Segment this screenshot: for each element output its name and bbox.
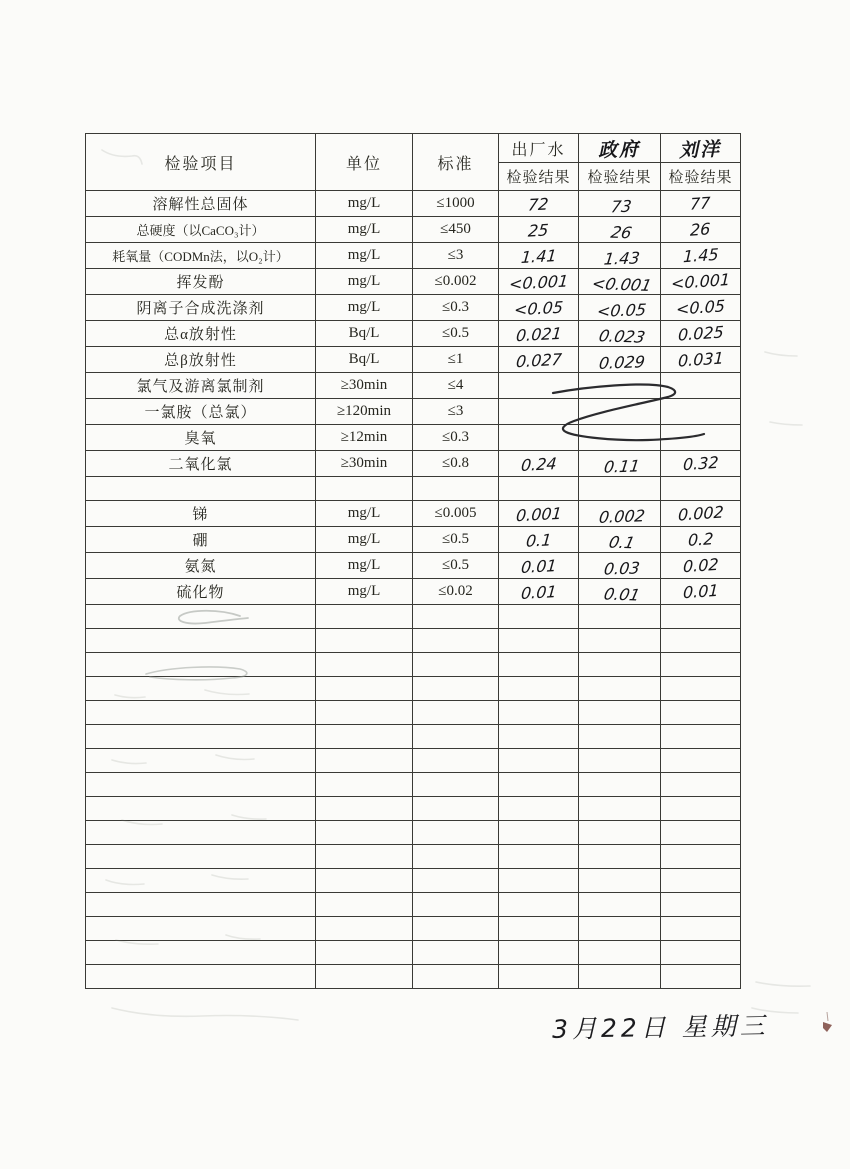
unit-cell <box>316 893 413 917</box>
item-cell <box>86 677 316 701</box>
result-government-cell <box>579 797 661 821</box>
standard-cell: ≤3 <box>413 243 499 269</box>
item-cell: 锑 <box>86 501 316 527</box>
unit-cell: mg/L <box>316 527 413 553</box>
table-row <box>86 821 741 845</box>
handwritten-result-value: 0.01 <box>682 580 719 602</box>
handwritten-result-value: 0.03 <box>602 557 641 579</box>
handwritten-result-value: 0.01 <box>519 581 558 603</box>
handwritten-result-value: 0.32 <box>682 452 719 474</box>
header-standard: 标准 <box>413 134 499 191</box>
result-liuyang-cell <box>661 749 741 773</box>
table-row <box>86 501 741 527</box>
result-government-cell <box>579 217 661 243</box>
result-government-cell <box>579 773 661 797</box>
table-row <box>86 295 741 321</box>
header-sample-liuyang-handwritten-label: 刘洋 <box>679 137 722 162</box>
handwritten-result-value: <0.001 <box>670 269 731 293</box>
standard-cell <box>413 701 499 725</box>
result-government-cell <box>579 629 661 653</box>
standard-cell: ≤4 <box>413 373 499 399</box>
unit-cell <box>316 701 413 725</box>
unit-cell <box>316 653 413 677</box>
handwritten-result-value: 73 <box>610 196 633 216</box>
standard-cell <box>413 917 499 941</box>
result-government-cell <box>579 321 661 347</box>
result-government-cell <box>579 845 661 869</box>
result-liuyang-cell <box>661 477 741 501</box>
unit-cell: Bq/L <box>316 347 413 373</box>
result-factory-cell <box>499 941 579 965</box>
item-cell <box>86 477 316 501</box>
result-liuyang-cell <box>661 399 741 425</box>
handwritten-result-value: 0.025 <box>677 321 724 345</box>
table-header <box>86 134 741 191</box>
results-table-body <box>86 191 741 989</box>
table-row <box>86 893 741 917</box>
unit-cell <box>316 773 413 797</box>
result-factory-cell <box>499 553 579 579</box>
result-factory-cell <box>499 773 579 797</box>
item-cell: 臭氧 <box>86 425 316 451</box>
standard-cell <box>413 677 499 701</box>
unit-cell: mg/L <box>316 269 413 295</box>
result-liuyang-cell <box>661 701 741 725</box>
header-sample-factory-label: 出厂水 <box>511 141 566 159</box>
result-factory-cell <box>499 797 579 821</box>
red-speck-artifact <box>823 1012 832 1032</box>
standard-cell <box>413 773 499 797</box>
result-liuyang-cell <box>661 629 741 653</box>
item-cell: 硫化物 <box>86 579 316 605</box>
table-row <box>86 749 741 773</box>
unit-cell: mg/L <box>316 191 413 217</box>
table-row <box>86 725 741 749</box>
result-factory-cell <box>499 701 579 725</box>
unit-cell <box>316 941 413 965</box>
standard-cell <box>413 845 499 869</box>
unit-cell: mg/L <box>316 553 413 579</box>
result-factory-cell <box>499 869 579 893</box>
item-cell: 氯气及游离氯制剂 <box>86 373 316 399</box>
handwritten-result-value: 77 <box>690 192 711 214</box>
result-factory-cell <box>499 217 579 243</box>
handwritten-result-value: <0.001 <box>590 273 654 295</box>
result-factory-cell <box>499 749 579 773</box>
item-cell: 总α放射性 <box>86 321 316 347</box>
result-government-cell <box>579 605 661 629</box>
result-factory-cell <box>499 295 579 321</box>
unit-cell: ≥30min <box>316 451 413 477</box>
result-factory-cell <box>499 579 579 605</box>
table-row <box>86 451 741 477</box>
result-factory-cell <box>499 477 579 501</box>
table-row <box>86 321 741 347</box>
result-factory-cell <box>499 677 579 701</box>
unit-cell: mg/L <box>316 501 413 527</box>
result-liuyang-cell <box>661 191 741 217</box>
result-government-cell <box>579 477 661 501</box>
result-government-cell <box>579 347 661 373</box>
header-unit: 单位 <box>316 134 413 191</box>
result-government-cell <box>579 243 661 269</box>
handwritten-result-value: 0.11 <box>602 455 641 477</box>
header-sample-factory <box>499 134 579 163</box>
table-row <box>86 629 741 653</box>
result-government-cell <box>579 425 661 451</box>
item-cell <box>86 773 316 797</box>
result-factory-cell <box>499 821 579 845</box>
item-cell: 总β放射性 <box>86 347 316 373</box>
result-factory-cell <box>499 191 579 217</box>
standard-cell <box>413 797 499 821</box>
table-row <box>86 677 741 701</box>
item-cell <box>86 725 316 749</box>
result-liuyang-cell <box>661 295 741 321</box>
standard-cell: ≤0.8 <box>413 451 499 477</box>
standard-cell: ≤1000 <box>413 191 499 217</box>
result-factory-cell <box>499 725 579 749</box>
table-row <box>86 701 741 725</box>
item-cell <box>86 605 316 629</box>
handwritten-result-value: 1.41 <box>519 245 558 267</box>
table-row <box>86 869 741 893</box>
result-government-cell <box>579 941 661 965</box>
handwritten-result-value: 0.023 <box>596 325 647 347</box>
result-government-cell <box>579 527 661 553</box>
header-sample-government-handwritten-label: 政府 <box>598 137 641 162</box>
result-liuyang-cell <box>661 605 741 629</box>
standard-cell: ≤450 <box>413 217 499 243</box>
item-cell: 挥发酚 <box>86 269 316 295</box>
result-government-cell <box>579 451 661 477</box>
unit-cell <box>316 845 413 869</box>
standard-cell: ≤0.02 <box>413 579 499 605</box>
result-government-cell <box>579 725 661 749</box>
unit-cell <box>316 749 413 773</box>
table-row <box>86 553 741 579</box>
result-factory-cell <box>499 425 579 451</box>
standard-cell: ≤0.3 <box>413 425 499 451</box>
item-cell: 硼 <box>86 527 316 553</box>
item-cell <box>86 893 316 917</box>
table-row <box>86 425 741 451</box>
table-row <box>86 373 741 399</box>
table-row <box>86 269 741 295</box>
standard-cell: ≤0.3 <box>413 295 499 321</box>
unit-cell: ≥12min <box>316 425 413 451</box>
table-row <box>86 347 741 373</box>
result-factory-cell <box>499 243 579 269</box>
item-cell: 阴离子合成洗涤剂 <box>86 295 316 321</box>
result-factory-cell <box>499 399 579 425</box>
table-row <box>86 243 741 269</box>
result-liuyang-cell <box>661 269 741 295</box>
unit-cell: mg/L <box>316 243 413 269</box>
table-row <box>86 605 741 629</box>
handwritten-result-value: 0.031 <box>677 347 724 371</box>
table-row <box>86 527 741 553</box>
handwritten-result-value: 0.001 <box>514 503 563 525</box>
item-cell <box>86 629 316 653</box>
table-row <box>86 797 741 821</box>
table-row <box>86 917 741 941</box>
table-row <box>86 773 741 797</box>
item-cell <box>86 821 316 845</box>
table-row <box>86 579 741 605</box>
result-factory-cell <box>499 451 579 477</box>
result-factory-cell <box>499 605 579 629</box>
result-government-cell <box>579 295 661 321</box>
result-government-cell <box>579 191 661 217</box>
item-cell <box>86 749 316 773</box>
result-government-cell <box>579 269 661 295</box>
standard-cell <box>413 893 499 917</box>
result-liuyang-cell <box>661 845 741 869</box>
unit-cell <box>316 917 413 941</box>
result-government-cell <box>579 869 661 893</box>
handwritten-result-value: 0.029 <box>597 351 646 373</box>
result-factory-cell <box>499 965 579 989</box>
result-government-cell <box>579 579 661 605</box>
unit-cell <box>316 605 413 629</box>
date-note: 3月22日 星期三 <box>551 1011 769 1044</box>
result-liuyang-cell <box>661 347 741 373</box>
result-liuyang-cell <box>661 941 741 965</box>
item-cell <box>86 797 316 821</box>
standard-cell: ≤1 <box>413 347 499 373</box>
result-factory-cell <box>499 629 579 653</box>
result-liuyang-cell <box>661 243 741 269</box>
header-result-factory: 检验结果 <box>499 163 579 191</box>
result-factory-cell <box>499 653 579 677</box>
unit-cell <box>316 725 413 749</box>
result-government-cell <box>579 965 661 989</box>
item-cell: 耗氧量（CODMn法，以O₂计） <box>86 243 316 269</box>
standard-cell <box>413 725 499 749</box>
item-cell <box>86 701 316 725</box>
handwritten-result-value: <0.05 <box>513 297 564 319</box>
handwritten-result-value: 0.02 <box>682 554 719 576</box>
result-liuyang-cell <box>661 773 741 797</box>
result-liuyang-cell <box>661 451 741 477</box>
unit-cell <box>316 797 413 821</box>
table-row <box>86 653 741 677</box>
result-government-cell <box>579 701 661 725</box>
unit-cell <box>316 821 413 845</box>
handwritten-result-value: 0.002 <box>597 505 646 527</box>
handwritten-result-value: 26 <box>609 222 634 242</box>
result-liuyang-cell <box>661 965 741 989</box>
result-liuyang-cell <box>661 869 741 893</box>
standard-cell: ≤0.002 <box>413 269 499 295</box>
handwritten-result-value: <0.05 <box>675 295 726 319</box>
handwritten-result-value: 26 <box>690 218 711 240</box>
item-cell: 溶解性总固体 <box>86 191 316 217</box>
result-factory-cell <box>499 845 579 869</box>
header-result-liuyang: 检验结果 <box>661 163 741 191</box>
standard-cell <box>413 749 499 773</box>
standard-cell: ≤0.5 <box>413 527 499 553</box>
standard-cell: ≤0.5 <box>413 553 499 579</box>
handwritten-result-value: 0.01 <box>519 555 558 577</box>
unit-cell: Bq/L <box>316 321 413 347</box>
result-liuyang-cell <box>661 321 741 347</box>
standard-cell <box>413 653 499 677</box>
standard-cell <box>413 941 499 965</box>
item-cell <box>86 941 316 965</box>
result-liuyang-cell <box>661 527 741 553</box>
handwritten-result-value: 0.002 <box>677 501 724 525</box>
unit-cell: mg/L <box>316 579 413 605</box>
table-row <box>86 399 741 425</box>
result-liuyang-cell <box>661 373 741 399</box>
result-factory-cell <box>499 527 579 553</box>
handwritten-result-value: 1.43 <box>602 247 641 269</box>
header-sample-liuyang <box>661 134 741 163</box>
standard-cell <box>413 629 499 653</box>
item-cell <box>86 965 316 989</box>
handwritten-result-value: 25 <box>527 219 550 241</box>
item-cell <box>86 845 316 869</box>
result-factory-cell <box>499 269 579 295</box>
water-quality-results-table <box>85 133 741 989</box>
unit-cell <box>316 869 413 893</box>
standard-cell <box>413 477 499 501</box>
handwritten-result-value: 0.1 <box>606 532 637 552</box>
unit-cell <box>316 677 413 701</box>
table-row <box>86 845 741 869</box>
handwritten-result-value: 0.2 <box>687 528 714 550</box>
standard-cell: ≤0.005 <box>413 501 499 527</box>
result-liuyang-cell <box>661 579 741 605</box>
handwritten-result-value: 0.01 <box>601 583 642 605</box>
item-cell <box>86 653 316 677</box>
result-liuyang-cell <box>661 797 741 821</box>
result-factory-cell <box>499 501 579 527</box>
unit-cell: ≥30min <box>316 373 413 399</box>
result-liuyang-cell <box>661 217 741 243</box>
handwritten-result-value: 0.021 <box>514 323 563 345</box>
unit-cell: ≥120min <box>316 399 413 425</box>
item-cell <box>86 869 316 893</box>
result-government-cell <box>579 749 661 773</box>
item-cell: 氨氮 <box>86 553 316 579</box>
result-government-cell <box>579 501 661 527</box>
handwritten-result-value: 0.027 <box>514 349 563 371</box>
item-cell: 二氧化氯 <box>86 451 316 477</box>
handwritten-result-value: 0.24 <box>519 453 558 475</box>
result-liuyang-cell <box>661 553 741 579</box>
result-factory-cell <box>499 321 579 347</box>
result-factory-cell <box>499 373 579 399</box>
result-liuyang-cell <box>661 425 741 451</box>
result-liuyang-cell <box>661 653 741 677</box>
result-government-cell <box>579 893 661 917</box>
table-row <box>86 965 741 989</box>
result-liuyang-cell <box>661 677 741 701</box>
result-government-cell <box>579 677 661 701</box>
result-government-cell <box>579 399 661 425</box>
result-government-cell <box>579 553 661 579</box>
standard-cell <box>413 821 499 845</box>
result-liuyang-cell <box>661 917 741 941</box>
header-item: 检验项目 <box>86 134 316 191</box>
handwritten-result-value: 1.45 <box>682 244 719 266</box>
table-row <box>86 217 741 243</box>
item-cell <box>86 917 316 941</box>
header-sample-government <box>579 134 661 163</box>
table-row <box>86 941 741 965</box>
handwritten-result-value: <0.05 <box>595 299 648 321</box>
result-liuyang-cell <box>661 821 741 845</box>
unit-cell <box>316 629 413 653</box>
header-result-government: 检验结果 <box>579 163 661 191</box>
handwritten-result-value: <0.001 <box>508 270 569 294</box>
table-row <box>86 477 741 501</box>
result-factory-cell <box>499 917 579 941</box>
result-government-cell <box>579 821 661 845</box>
handwritten-result-value: 72 <box>527 193 550 215</box>
result-government-cell <box>579 373 661 399</box>
result-liuyang-cell <box>661 893 741 917</box>
result-liuyang-cell <box>661 725 741 749</box>
item-cell: 总硬度（以CaCO₃计） <box>86 217 316 243</box>
unit-cell: mg/L <box>316 295 413 321</box>
standard-cell <box>413 869 499 893</box>
table-row <box>86 191 741 217</box>
standard-cell: ≤3 <box>413 399 499 425</box>
result-government-cell <box>579 653 661 677</box>
standard-cell: ≤0.5 <box>413 321 499 347</box>
item-cell: 一氯胺（总氯） <box>86 399 316 425</box>
unit-cell <box>316 965 413 989</box>
standard-cell <box>413 965 499 989</box>
unit-cell <box>316 477 413 501</box>
result-government-cell <box>579 917 661 941</box>
result-factory-cell <box>499 893 579 917</box>
unit-cell: mg/L <box>316 217 413 243</box>
header-row-top <box>86 134 741 163</box>
result-factory-cell <box>499 347 579 373</box>
handwritten-result-value: 0.1 <box>524 529 553 551</box>
standard-cell <box>413 605 499 629</box>
result-liuyang-cell <box>661 501 741 527</box>
